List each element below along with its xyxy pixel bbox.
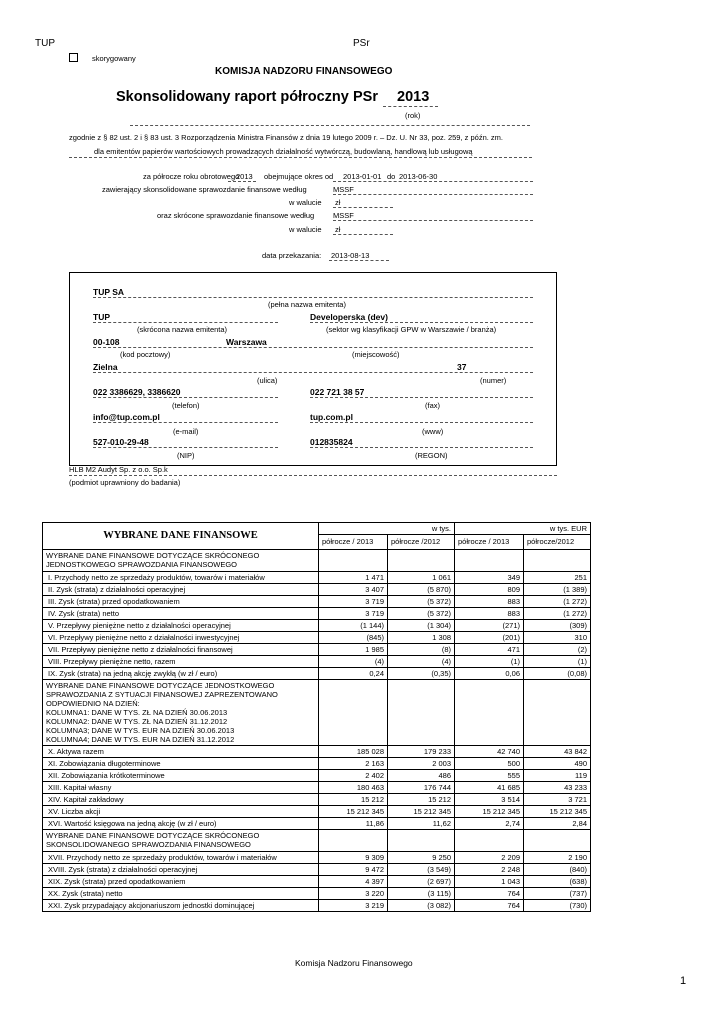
row-label: XI. Zobowiązania długoterminowe — [43, 758, 319, 770]
column-header: półrocze /2012 — [388, 535, 455, 550]
value-cell: 555 — [455, 770, 524, 782]
legal-basis: zgodnie z § 82 ust. 2 i § 83 ust. 3 Rozporządzenia Ministra Finansów z dnia 19 lutego 2009 r. – Dz. U. Nr 33, poz. 259, z późn. zm. — [69, 133, 503, 142]
value-cell: 15 212 — [319, 794, 388, 806]
issuer-street-caption: (ulica) — [257, 376, 278, 385]
value-cell: 1 308 — [388, 632, 455, 644]
value-cell: (0,08) — [524, 668, 591, 680]
value-cell: 3 219 — [319, 900, 388, 912]
value-cell: 9 472 — [319, 864, 388, 876]
value-cell: 3 407 — [319, 584, 388, 596]
header-center: PSr — [353, 38, 370, 49]
value-cell: 310 — [524, 632, 591, 644]
corrected-label: skorygowany — [92, 54, 136, 63]
value-cell: 251 — [524, 572, 591, 584]
value-cell: 2 402 — [319, 770, 388, 782]
short-fs-label: oraz skrócone sprawozdanie finansowe według — [157, 211, 315, 220]
issuer-short-name-line — [93, 322, 278, 323]
value-cell: 176 744 — [388, 782, 455, 794]
issuer-www[interactable]: tup.com.pl — [310, 412, 353, 422]
row-label: IX. Zysk (strata) na jedną akcję zwykłą (w zł / euro) — [43, 668, 319, 680]
row-label: XVI. Wartość księgowa na jedną akcję (w zł / euro) — [43, 818, 319, 830]
issuer-postal-code: 00-108 — [93, 337, 120, 347]
row-label: II. Zysk (strata) z działalności operacyjnej — [43, 584, 319, 596]
value-cell: (2 697) — [388, 876, 455, 888]
audience-line — [69, 157, 532, 158]
value-cell: 41 685 — [455, 782, 524, 794]
value-cell: (5 372) — [388, 608, 455, 620]
issuer-email-line — [93, 422, 278, 423]
row-label: XII. Zobowiązania krótkoterminowe — [43, 770, 319, 782]
value-cell: 764 — [455, 900, 524, 912]
row-label: XIX. Zysk (strata) przed opodatkowaniem — [43, 876, 319, 888]
report-year: 2013 — [397, 89, 430, 105]
value-cell: 11,62 — [388, 818, 455, 830]
fs-label: zawierający skonsolidowane sprawozdanie finansowe według — [102, 185, 307, 194]
section-heading-line: KOLUMNA2: DANE W TYS. ZŁ NA DZIEŃ 31.12.2012 — [46, 717, 228, 726]
table-row — [43, 632, 591, 644]
value-cell: (271) — [455, 620, 524, 632]
table-row — [43, 758, 591, 770]
value-cell: 1 061 — [388, 572, 455, 584]
currency-line — [333, 207, 393, 208]
issuer-postal-caption: (kod pocztowy) — [120, 350, 171, 359]
period-from: 2013-01-01 — [343, 172, 382, 181]
issuer-phone: 022 3386629, 3386620 — [93, 387, 181, 397]
value-cell: 15 212 345 — [524, 806, 591, 818]
table-row — [43, 806, 591, 818]
section-heading-line: SPRAWOZDANIA Z SYTUACJI FINANSOWEJ ZAPREZENTOWANO — [46, 690, 278, 699]
year-caption: (rok) — [405, 111, 421, 120]
issuer-nip-line — [93, 447, 278, 448]
value-cell: 2,84 — [524, 818, 591, 830]
value-cell: (845) — [319, 632, 388, 644]
value-cell: 3 721 — [524, 794, 591, 806]
value-cell: (4) — [388, 656, 455, 668]
row-label: XVII. Przychody netto ze sprzedaży produktów, towarów i materiałów — [43, 852, 319, 864]
value-cell: (1 389) — [524, 584, 591, 596]
short-fs-standard: MSSF — [333, 211, 354, 220]
value-cell: (5 372) — [388, 596, 455, 608]
commission-name: KOMISJA NADZORU FINANSOWEGO — [215, 66, 393, 77]
value-cell: 3 719 — [319, 608, 388, 620]
issuer-full-name-caption: (pełna nazwa emitenta) — [268, 300, 346, 309]
value-cell: (2) — [524, 644, 591, 656]
value-cell: (3 082) — [388, 900, 455, 912]
issuer-number: 37 — [457, 362, 467, 372]
table-row — [43, 876, 591, 888]
value-cell: (1 144) — [319, 620, 388, 632]
issuer-nip-caption: (NIP) — [177, 451, 195, 460]
value-cell: (737) — [524, 888, 591, 900]
issuer-short-name-caption: (skrócona nazwa emitenta) — [137, 325, 228, 334]
value-cell: (638) — [524, 876, 591, 888]
page-number: 1 — [680, 975, 687, 987]
value-cell: 2 248 — [455, 864, 524, 876]
issuer-regon-caption: (REGON) — [415, 451, 448, 460]
value-cell: 0,06 — [455, 668, 524, 680]
table-row — [43, 794, 591, 806]
issuer-fax-caption: (fax) — [425, 401, 440, 410]
submission-date-line — [329, 260, 389, 261]
issuer-street-line — [93, 372, 533, 373]
column-header: półrocze / 2013 — [455, 535, 524, 550]
period-to-label: do — [387, 172, 396, 181]
issuer-www-line — [310, 422, 533, 423]
value-cell: (840) — [524, 864, 591, 876]
value-cell: 3 514 — [455, 794, 524, 806]
value-cell: 2 190 — [524, 852, 591, 864]
row-label: XIV. Kapitał zakładowy — [43, 794, 319, 806]
submission-date-label: data przekazania: — [262, 251, 322, 260]
issuer-full-name-line — [93, 297, 533, 298]
currency-value-2: zł — [335, 225, 341, 234]
issuer-city-caption: (miejscowość) — [352, 350, 400, 359]
table-row — [43, 608, 591, 620]
table-row — [43, 644, 591, 656]
empty-cell — [524, 550, 591, 572]
value-cell: 43 233 — [524, 782, 591, 794]
issuer-short-name: TUP — [93, 312, 110, 322]
issuer-city: Warszawa — [226, 337, 267, 347]
value-cell: 119 — [524, 770, 591, 782]
value-cell: 43 842 — [524, 746, 591, 758]
issuer-street: Zielna — [93, 362, 118, 372]
currency-line-2 — [333, 234, 393, 235]
value-cell: 1 471 — [319, 572, 388, 584]
row-label: XXI. Zysk przypadający akcjonariuszom jednostki dominującej — [43, 900, 319, 912]
currency-value: zł — [335, 198, 341, 207]
auditor-name: HLB M2 Audyt Sp. z o.o. Sp.k — [69, 465, 168, 474]
value-cell: 809 — [455, 584, 524, 596]
issuer-www-caption: (www) — [422, 427, 444, 436]
value-cell: (1) — [524, 656, 591, 668]
table-row — [43, 584, 591, 596]
period-label: za półrocze roku obrotowego — [143, 172, 240, 181]
row-label: VIII. Przepływy pieniężne netto, razem — [43, 656, 319, 668]
value-cell: 2,74 — [455, 818, 524, 830]
currency-label-2: w walucie — [289, 225, 322, 234]
issuer-phone-caption: (telefon) — [172, 401, 200, 410]
footer-text: Komisja Nadzoru Finansowego — [295, 958, 413, 968]
row-label: XIII. Kapitał własny — [43, 782, 319, 794]
row-label: I. Przychody netto ze sprzedaży produktów, towarów i materiałów — [43, 572, 319, 584]
empty-cell — [455, 550, 524, 572]
table-row — [43, 888, 591, 900]
value-cell: 180 463 — [319, 782, 388, 794]
section-heading-line: KOLUMNA4; DANE W TYS. EUR NA DZIEŃ 31.12.2012 — [46, 735, 235, 744]
table-row — [43, 656, 591, 668]
fs-line — [333, 194, 533, 195]
section-heading — [43, 680, 319, 746]
value-cell: (730) — [524, 900, 591, 912]
value-cell: 185 028 — [319, 746, 388, 758]
value-cell: 2 163 — [319, 758, 388, 770]
issuer-address-line — [93, 347, 533, 348]
period-year-line — [228, 181, 256, 182]
issuer-email[interactable]: info@tup.com.pl — [93, 412, 160, 422]
issuer-regon: 012835824 — [310, 437, 353, 447]
report-title-code: PSr — [353, 89, 378, 105]
row-label: VII. Przepływy pieniężne netto z działalności finansowej — [43, 644, 319, 656]
issuer-sector: Developerska (dev) — [310, 312, 388, 322]
value-cell: (3 115) — [388, 888, 455, 900]
value-cell: 490 — [524, 758, 591, 770]
row-label: XX. Zysk (strata) netto — [43, 888, 319, 900]
value-cell: 179 233 — [388, 746, 455, 758]
value-cell: 883 — [455, 596, 524, 608]
auditor-line — [69, 475, 557, 476]
value-cell: (1 304) — [388, 620, 455, 632]
column-header: półrocze/2012 — [524, 535, 591, 550]
value-cell: 764 — [455, 888, 524, 900]
table-row — [43, 782, 591, 794]
currency-header-pln: w tys. — [319, 523, 455, 535]
row-label: XV. Liczba akcji — [43, 806, 319, 818]
issuer-regon-line — [310, 447, 533, 448]
value-cell: 3 719 — [319, 596, 388, 608]
section-heading-row — [43, 550, 591, 572]
currency-header-eur: w tys. EUR — [455, 523, 591, 535]
section-heading: WYBRANE DANE FINANSOWE DOTYCZĄCE SKRÓCONEGO SKONSOLIDOWANEGO SPRAWOZDANIA FINANSOWEGO — [43, 830, 319, 852]
empty-cell — [388, 550, 455, 572]
table-row — [43, 596, 591, 608]
period-range-label: obejmujące okres od — [264, 172, 334, 181]
empty-cell — [319, 830, 388, 852]
report-title: Skonsolidowany raport półroczny — [116, 89, 349, 105]
value-cell: (0,35) — [388, 668, 455, 680]
value-cell: 500 — [455, 758, 524, 770]
value-cell: 486 — [388, 770, 455, 782]
value-cell: (1 272) — [524, 608, 591, 620]
empty-cell — [388, 680, 455, 746]
value-cell: (201) — [455, 632, 524, 644]
issuer-email-caption: (e-mail) — [173, 427, 199, 436]
issuer-nip: 527-010-29-48 — [93, 437, 149, 447]
table-row — [43, 852, 591, 864]
period-to: 2013-06-30 — [399, 172, 438, 181]
fs-standard: MSSF — [333, 185, 354, 194]
issuer-phone-line — [93, 397, 278, 398]
row-label: III. Zysk (strata) przed opodatkowaniem — [43, 596, 319, 608]
table-row — [43, 770, 591, 782]
submission-date: 2013-08-13 — [331, 251, 370, 260]
empty-cell — [524, 830, 591, 852]
period-range-line — [333, 181, 533, 182]
issuer-full-name: TUP SA — [93, 287, 125, 297]
table-row — [43, 620, 591, 632]
value-cell: 42 740 — [455, 746, 524, 758]
value-cell: 349 — [455, 572, 524, 584]
value-cell: 3 220 — [319, 888, 388, 900]
value-cell: 471 — [455, 644, 524, 656]
separator-line — [130, 125, 530, 126]
value-cell: 15 212 345 — [455, 806, 524, 818]
section-heading-row — [43, 680, 591, 746]
table-title: WYBRANE DANE FINANSOWE — [43, 523, 319, 550]
row-label: IV. Zysk (strata) netto — [43, 608, 319, 620]
section-heading-line: WYBRANE DANE FINANSOWE DOTYCZĄCE JEDNOSTKOWEGO — [46, 681, 275, 690]
value-cell: 1 985 — [319, 644, 388, 656]
currency-label: w walucie — [289, 198, 322, 207]
table-row — [43, 572, 591, 584]
empty-cell — [455, 680, 524, 746]
value-cell: 0,24 — [319, 668, 388, 680]
row-label: VI. Przepływy pieniężne netto z działalności inwestycyjnej — [43, 632, 319, 644]
row-label: V. Przepływy pieniężne netto z działalności operacyjnej — [43, 620, 319, 632]
value-cell: 15 212 345 — [388, 806, 455, 818]
row-label: XVIII. Zysk (strata) z działalności operacyjnej — [43, 864, 319, 876]
empty-cell — [319, 680, 388, 746]
value-cell: (8) — [388, 644, 455, 656]
value-cell: 15 212 — [388, 794, 455, 806]
section-heading-row — [43, 830, 591, 852]
section-heading: WYBRANE DANE FINANSOWE DOTYCZĄCE SKRÓCONEGO JEDNOSTKOWEGO SPRAWOZDANIA FINANSOWEGO — [43, 550, 319, 572]
issuer-sector-line — [310, 322, 533, 323]
value-cell: 15 212 345 — [319, 806, 388, 818]
section-heading-line: KOLUMNA3; DANE W TYS. EUR NA DZIEŃ 30.06.2013 — [46, 726, 235, 735]
value-cell: 1 043 — [455, 876, 524, 888]
value-cell: 11,86 — [319, 818, 388, 830]
value-cell: (309) — [524, 620, 591, 632]
empty-cell — [455, 830, 524, 852]
year-line — [383, 106, 438, 107]
value-cell: 883 — [455, 608, 524, 620]
period-year: 2013 — [236, 172, 253, 181]
header-left: TUP — [35, 38, 55, 49]
issuer-fax: 022 721 38 57 — [310, 387, 365, 397]
section-heading-line: ODPOWIEDNIO NA DZIEŃ: — [46, 699, 140, 708]
short-fs-line — [333, 220, 533, 221]
value-cell: 2 209 — [455, 852, 524, 864]
auditor-caption: (podmiot uprawniony do badania) — [69, 478, 181, 487]
value-cell: 9 309 — [319, 852, 388, 864]
financial-data-table — [42, 522, 591, 912]
column-header: półrocze / 2013 — [319, 535, 388, 550]
table-row — [43, 746, 591, 758]
value-cell: (4) — [319, 656, 388, 668]
empty-cell — [524, 680, 591, 746]
empty-cell — [319, 550, 388, 572]
table-row — [43, 864, 591, 876]
value-cell: 4 397 — [319, 876, 388, 888]
table-row — [43, 668, 591, 680]
issuer-number-caption: (numer) — [480, 376, 507, 385]
value-cell: (1) — [455, 656, 524, 668]
issuer-sector-caption: (sektor wg klasyfikacji GPW w Warszawie / branża) — [326, 325, 497, 334]
section-heading-line: KOLUMNA1: DANE W TYS. ZŁ NA DZIEŃ 30.06.2013 — [46, 708, 228, 717]
value-cell: (3 549) — [388, 864, 455, 876]
issuer-fax-line — [310, 397, 533, 398]
corrected-checkbox[interactable] — [69, 53, 78, 62]
value-cell: 2 003 — [388, 758, 455, 770]
value-cell: 9 250 — [388, 852, 455, 864]
table-row — [43, 818, 591, 830]
table-row — [43, 900, 591, 912]
empty-cell — [388, 830, 455, 852]
row-label: X. Aktywa razem — [43, 746, 319, 758]
value-cell: (5 870) — [388, 584, 455, 596]
legal-audience: dla emitentów papierów wartościowych prowadzących działalność wytwórczą, budowlaną, handlową lub usługową — [94, 147, 473, 156]
value-cell: (1 272) — [524, 596, 591, 608]
